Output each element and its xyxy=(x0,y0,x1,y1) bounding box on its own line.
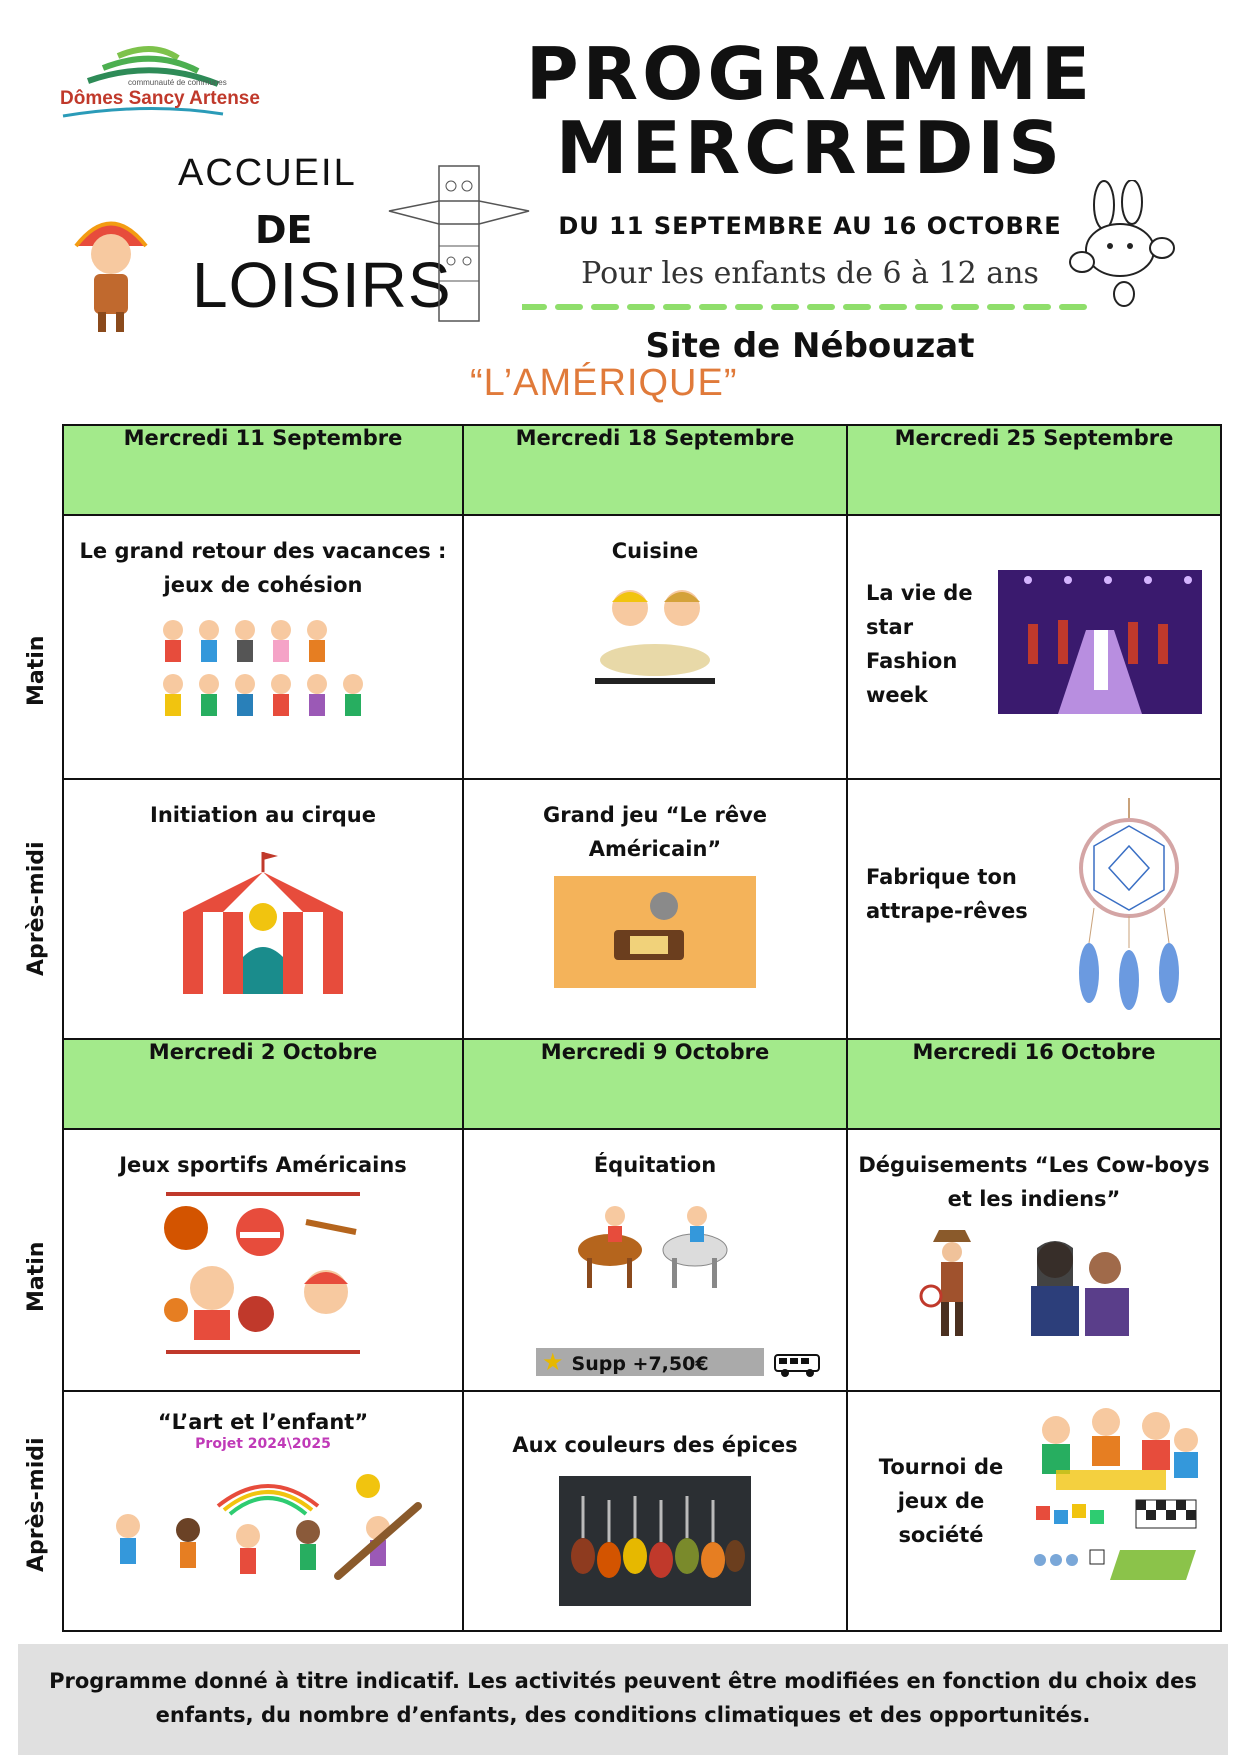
project-subtitle: Projet 2024\2025 xyxy=(195,1436,331,1452)
activity-cell xyxy=(847,1129,1221,1391)
activity-cell xyxy=(847,515,1221,779)
activity-cell xyxy=(847,779,1221,1039)
cowboys-indians-icon xyxy=(919,1226,1149,1338)
afternoon-row xyxy=(63,1391,1221,1631)
accueil-line2: DE xyxy=(255,208,313,252)
site: Site de Nébouzat xyxy=(645,326,975,366)
activity-cell xyxy=(463,515,847,779)
rabbit-icon xyxy=(1062,180,1182,310)
supplement-text: Supp +7,50€ xyxy=(571,1353,709,1375)
activity-cell xyxy=(463,779,847,1039)
cooking-kids-icon xyxy=(590,578,720,688)
activity-cell xyxy=(463,1391,847,1631)
dashed-divider xyxy=(522,302,1092,312)
day-header-row xyxy=(63,1039,1221,1129)
horse-riding-icon xyxy=(565,1192,745,1292)
day-header: Mercredi 9 Octobre xyxy=(463,1039,847,1129)
ages: Pour les enfants de 6 à 12 ans xyxy=(581,256,1039,291)
activity-cell xyxy=(63,1129,463,1391)
dreamcatcher-icon xyxy=(1074,798,1184,1018)
children-group-icon xyxy=(153,612,373,722)
title-line1: PROGRAMME xyxy=(525,32,1095,116)
circus-tent-icon xyxy=(178,842,348,994)
day-header: Mercredi 25 Septembre xyxy=(847,425,1221,515)
accueil-line1: ACCUEIL xyxy=(178,152,357,194)
morning-row xyxy=(63,1129,1221,1391)
activity-title: Jeux sportifs Américains xyxy=(119,1153,407,1177)
day-header: Mercredi 16 Octobre xyxy=(847,1039,1221,1129)
activity-title: Initiation au cirque xyxy=(150,803,376,827)
activity-title: Aux couleurs des épices xyxy=(512,1433,798,1457)
star-icon: ★ xyxy=(542,1348,564,1376)
activity-title: Tournoi de jeux de société xyxy=(878,1455,1004,1547)
spices-icon xyxy=(559,1476,751,1606)
fashion-show-icon xyxy=(998,570,1202,714)
day-header: Mercredi 2 Octobre xyxy=(63,1039,463,1129)
side-label-afternoon-1: Après-midi xyxy=(24,841,49,976)
logo-name: Dômes Sancy Artense xyxy=(60,88,260,109)
logo-caption: communauté de communes xyxy=(128,78,227,87)
activity-title: “L’art et l’enfant” xyxy=(157,1410,369,1434)
afternoon-row xyxy=(63,779,1221,1039)
activity-title: Cuisine xyxy=(611,539,699,563)
activity-title: Équitation xyxy=(593,1153,717,1177)
morning-row xyxy=(63,515,1221,779)
day-header: Mercredi 11 Septembre xyxy=(63,425,463,515)
activity-cell xyxy=(463,1129,847,1391)
theme: “L’AMÉRIQUE” xyxy=(470,362,738,404)
side-label-afternoon-2: Après-midi xyxy=(24,1437,49,1572)
side-label-morning-2: Matin xyxy=(24,1241,49,1312)
dates: DU 11 SEPTEMBRE AU 16 OCTOBRE xyxy=(558,212,1062,240)
board-games-icon xyxy=(1026,1400,1206,1590)
activity-title: Grand jeu “Le rêve Américain” xyxy=(542,803,768,861)
activity-cell xyxy=(63,515,463,779)
sports-kids-icon xyxy=(156,1192,370,1356)
day-header: Mercredi 18 Septembre xyxy=(463,425,847,515)
footer-text: Programme donné à titre indicatif. Les activités peuvent être modifiées en fonction du choix des enfants, du nombre d’enfants, des conditions climatiques et des opportunités. xyxy=(49,1669,1197,1727)
activity-cell xyxy=(63,779,463,1039)
indian-girl-icon xyxy=(66,206,156,336)
day-header-row xyxy=(63,425,1221,515)
activity-title: Déguisements “Les Cow-boys et les indiens” xyxy=(858,1153,1210,1211)
art-children-icon xyxy=(88,1466,438,1586)
activity-title: Le grand retour des vacances : jeux de cohésion xyxy=(79,539,447,597)
title-line2: MERCREDIS xyxy=(555,106,1065,190)
supplement-badge xyxy=(536,1348,764,1376)
programme-table xyxy=(62,424,1222,1632)
activity-cell xyxy=(847,1391,1221,1631)
activity-title: La vie de star Fashion week xyxy=(866,581,973,707)
bus-icon xyxy=(774,1352,822,1378)
side-label-morning-1: Matin xyxy=(24,635,49,706)
activity-cell xyxy=(63,1391,463,1631)
activity-title: Fabrique ton attrape-rêves xyxy=(866,865,1028,923)
gold-river-icon xyxy=(554,876,756,988)
accueil-line3: LOISIRS xyxy=(192,249,452,321)
